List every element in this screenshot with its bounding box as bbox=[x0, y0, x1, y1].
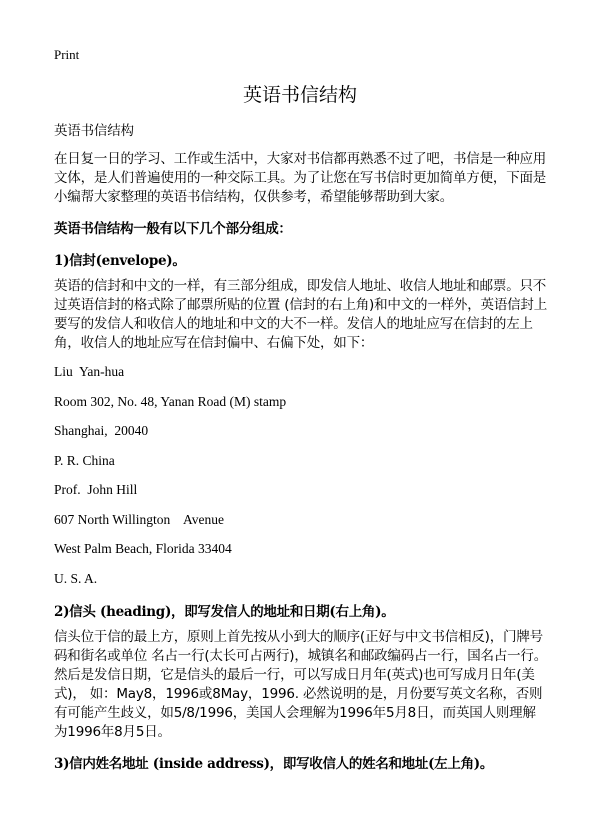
section-heading-inside-address: 3)信内姓名地址 (inside address)，即写收信人的姓名和地址(左上角)。 bbox=[54, 756, 494, 772]
address-line: P. R. China bbox=[54, 453, 115, 468]
envelope-paragraph: 英语的信封和中文的一样，有三部分组成，即发信人地址、收信人地址和邮票。只不过英语信封的格式除了邮票所贴的位置 (信封的右上角)和中文的一样外，英语信封上要写的发信人和收信人的地址和中文的大不一样。发信人的地址应写在信封的左上角，收信人的地址应写在信封偏中、右偏下处，如下： bbox=[54, 278, 548, 351]
address-line: Liu Yan-hua bbox=[54, 364, 125, 379]
intro-paragraph: 在日复一日的学习、工作或生活中，大家对书信都再熟悉不过了吧，书信是一种应用文体，是人们普遍使用的一种交际工具。为了让您在写书信时更加简单方便，下面是小编帮大家整理的英语书信结构，仅供参考，希望能够帮助到大家。 bbox=[54, 151, 547, 205]
address-line: 607 North Willington Avenue bbox=[54, 512, 224, 527]
section-heading-envelope: 1)信封(envelope)。 bbox=[54, 253, 186, 269]
address-line: Prof. John Hill bbox=[54, 482, 138, 497]
address-line: Room 302, No. 48, Yanan Road (M) stamp bbox=[54, 394, 287, 409]
address-line: West Palm Beach, Florida 33404 bbox=[54, 541, 232, 556]
address-line: U. S. A. bbox=[54, 571, 98, 586]
print-link[interactable]: Print bbox=[54, 47, 80, 62]
page-title: 英语书信结构 bbox=[242, 84, 357, 106]
main-heading: 英语书信结构一般有以下几个部分组成： bbox=[54, 221, 292, 237]
article-subtitle: 英语书信结构 bbox=[54, 123, 134, 139]
section-heading-heading: 2)信头 (heading)，即写发信人的地址和日期(右上角)。 bbox=[54, 604, 395, 620]
address-line: Shanghai, 20040 bbox=[54, 423, 149, 438]
heading-paragraph: 信头位于信的最上方，原则上首先按从小到大的顺序(正好与中文书信相反)，门牌号码和街名或单位 名占一行(太长可占两行)，城镇名和邮政编码占一行，国名占一行。然后是发信日期，它是信头的最后一行，可以写成日月年(英式)也可写成月日年(美式)， 如：May8，1996或8May，1996. 必然说明的是，月份要写英文名称，否则有可能产生歧义，如5/8/1996，美国人会理解为1996年5月8日，而英国人则理解为1996年8月5日。 bbox=[54, 629, 548, 740]
